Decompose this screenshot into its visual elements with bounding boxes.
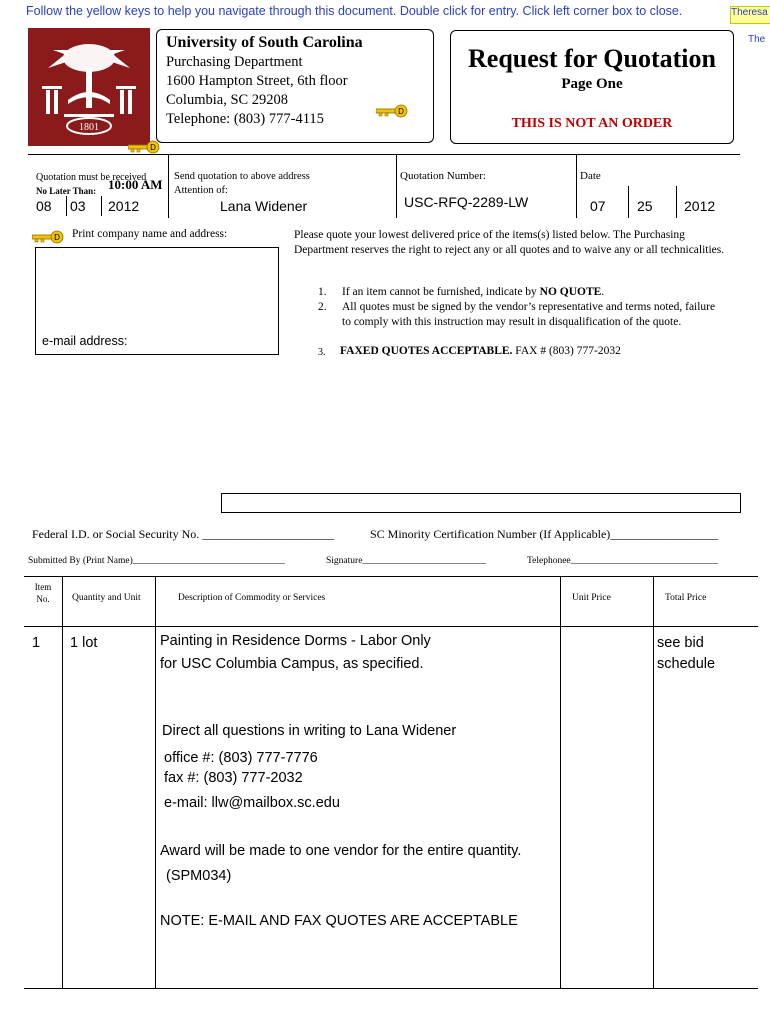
minority-certification-line[interactable]: SC Minority Certification Number (If Applicable)__________________ (370, 527, 719, 541)
table-bottom-border (24, 988, 758, 989)
divider (576, 154, 577, 218)
university-name: University of South Carolina (166, 34, 363, 51)
instruction-emphasis: NO QUOTE (539, 286, 602, 298)
divider (676, 186, 677, 218)
row-description-line[interactable]: Painting in Residence Dorms - Labor Only (160, 633, 431, 649)
quotation-number[interactable]: USC-RFQ-2289-LW (404, 194, 529, 210)
navigation-banner: Follow the yellow keys to help you navigate through this document. Double click for entry. Click left corner box to close. (0, 0, 730, 22)
attention-label: Attention of: (174, 185, 228, 196)
due-day[interactable]: 03 (70, 198, 86, 214)
due-month[interactable]: 08 (36, 198, 52, 214)
received-label: Quotation must be received (36, 172, 147, 183)
svg-text:D: D (54, 233, 60, 242)
signature-line[interactable]: Signature__________________________ (326, 556, 486, 566)
row-total-price-line[interactable]: see bid (657, 635, 704, 651)
federal-id-line[interactable]: Federal I.D. or Social Security No. ______________________ (32, 527, 335, 541)
header-text: Item (34, 582, 52, 592)
row-quantity[interactable]: 1 lot (70, 635, 98, 651)
column-header-quantity: Quantity and Unit (72, 593, 141, 603)
yellow-key-icon[interactable] (128, 140, 160, 154)
attention-name[interactable]: Lana Widener (220, 198, 308, 214)
usc-logo (28, 28, 150, 146)
instructions-intro: Please quote your lowest delivered price of the items(s) listed below. The Purchasing Department reserves the right to reject any or all quotes and to waive any or all technicalities. (294, 229, 725, 256)
instruction-text: . (601, 286, 605, 298)
instruction-number: 2. (318, 301, 327, 313)
email-fax-note: NOTE: E-MAIL AND FAX QUOTES ARE ACCEPTABLE (160, 913, 518, 929)
logo-year: 1801 (79, 122, 99, 133)
divider (168, 154, 169, 218)
quotation-number-label: Quotation Number: (400, 170, 486, 182)
page-label: Page One (561, 76, 623, 92)
date-label: Date (580, 170, 601, 182)
email-label: e-mail address: (42, 334, 128, 348)
telephone-line[interactable]: Telephonee_______________________________ (527, 556, 718, 566)
date-month[interactable]: 07 (590, 198, 606, 214)
send-label: Send quotation to above address (174, 171, 310, 182)
row-item-number[interactable]: 1 (32, 635, 41, 651)
table-top-border (24, 576, 758, 577)
city-address: Columbia, SC 29208 (166, 92, 289, 108)
column-header-item (32, 581, 54, 605)
instruction-text: FAX # (803) 777-2032 (512, 345, 621, 357)
due-year[interactable]: 2012 (108, 198, 140, 214)
divider (396, 154, 397, 218)
date-year[interactable]: 2012 (684, 198, 716, 214)
street-address: 1600 Hampton Street, 6th floor (166, 73, 348, 89)
submitted-by-line[interactable]: Submitted By (Print Name)________________________________ (28, 556, 285, 566)
department-name: Purchasing Department (166, 54, 303, 70)
print-company-label: Print company name and address: (72, 228, 228, 240)
not-an-order-notice: THIS IS NOT AN ORDER (511, 116, 673, 131)
office-phone: office #: (803) 777-7776 (164, 750, 318, 766)
svg-text:D: D (398, 107, 404, 116)
column-divider (560, 576, 561, 988)
header-text: No. (36, 594, 50, 604)
instruction-item-1 (342, 285, 732, 300)
divider (101, 196, 102, 216)
questions-contact: Direct all questions in writing to Lana Widener (162, 723, 457, 739)
svg-text:D: D (150, 143, 156, 152)
corner-note-text: The (748, 34, 766, 45)
document-title: Request for Quotation (468, 44, 716, 73)
telephone-number: Telephone: (803) 777-4115 (166, 111, 324, 127)
column-header-description: Description of Commodity or Services (178, 593, 326, 603)
entry-box[interactable] (221, 493, 741, 513)
instruction-number: 3. (318, 347, 326, 358)
table-header-border (24, 626, 758, 627)
divider (28, 154, 740, 155)
instruction-item-2: All quotes must be signed by the vendor’s representative and terms noted, failure to comply with this instruction may result in disqualification of the quote. (342, 301, 716, 328)
instruction-emphasis: FAXED QUOTES ACCEPTABLE. (340, 345, 513, 357)
yellow-key-icon[interactable] (32, 230, 64, 244)
spm-code: (SPM034) (166, 868, 232, 884)
fax-number: fax #: (803) 777-2032 (164, 770, 303, 786)
divider (66, 196, 67, 216)
divider (628, 186, 629, 218)
due-time[interactable]: 10:00 AM (108, 177, 163, 192)
corner-note-box[interactable]: Theresa (730, 6, 770, 24)
instruction-text: If an item cannot be furnished, indicate by (342, 286, 540, 298)
instruction-number: 1. (318, 286, 327, 298)
yellow-key-icon[interactable] (376, 104, 408, 118)
contact-email: e-mail: llw@mailbox.sc.edu (164, 795, 340, 811)
no-later-label: No Later Than: (36, 186, 97, 196)
column-divider (653, 576, 654, 988)
award-note: Award will be made to one vendor for the entire quantity. (160, 843, 522, 859)
row-description-line[interactable]: for USC Columbia Campus, as specified. (160, 656, 424, 672)
row-total-price-line[interactable]: schedule (657, 656, 716, 672)
column-divider (62, 576, 63, 988)
column-header-unit-price: Unit Price (572, 593, 611, 603)
column-divider (155, 576, 156, 988)
column-header-total-price: Total Price (665, 593, 707, 603)
date-day[interactable]: 25 (637, 198, 653, 214)
instruction-item-3 (340, 344, 621, 359)
